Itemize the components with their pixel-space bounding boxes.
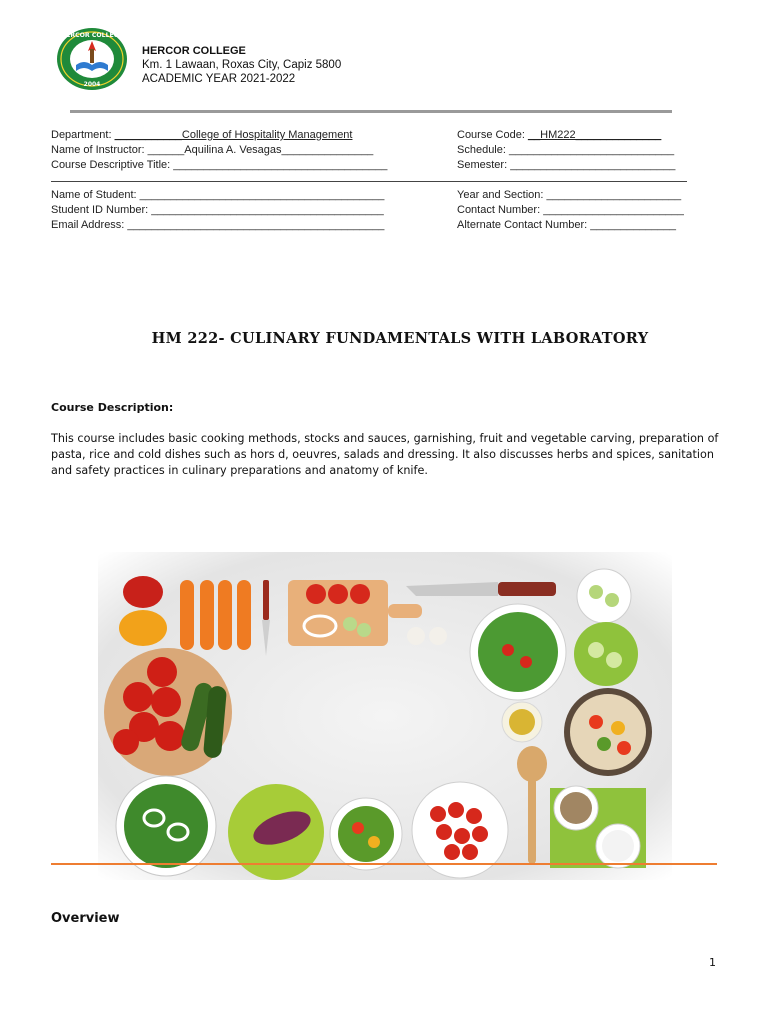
schedule-row: [457, 143, 675, 158]
page-number: 1: [709, 956, 716, 969]
schedule-label: Schedule:: [457, 144, 509, 156]
course-code-row: [457, 128, 675, 143]
course-descriptive-title-field[interactable]: ___________________________________: [173, 159, 388, 171]
instructor-field[interactable]: ______Aquilina A. Vesagas_______________: [147, 144, 374, 156]
course-info-right: [457, 128, 675, 173]
alt-contact-number-field[interactable]: ______________: [590, 219, 676, 231]
schedule-field[interactable]: ___________________________: [508, 144, 675, 156]
student-info-left: [51, 188, 384, 233]
svg-text:HERCOR COLLEGE: HERCOR COLLEGE: [60, 32, 124, 39]
student-id-row: [51, 203, 384, 218]
department-field[interactable]: ___________College of Hospitality Management: [114, 129, 353, 141]
department-label: Department:: [51, 129, 115, 141]
semester-row: [457, 158, 675, 173]
course-description-body: This course includes basic cooking methods, stocks and sauces, garnishing, fruit and vegetable carving, preparation of pasta, rice and cold dishes such as hors d, oeuvres, salads and dressing. It also discusses herbs and spices, sanitation and safety practices in culinary preparations and anatomy of knife.: [51, 432, 719, 477]
overview-heading: Overview: [51, 911, 120, 926]
instructor-label: Name of Instructor:: [51, 144, 148, 156]
student-id-field[interactable]: ______________________________________: [151, 204, 384, 216]
alt-contact-number-row: [457, 218, 684, 233]
student-name-field[interactable]: ________________________________________: [139, 189, 385, 201]
header-divider: [70, 110, 672, 113]
semester-label: Semester:: [457, 159, 511, 171]
course-descriptive-title-label: Course Descriptive Title:: [51, 159, 174, 171]
contact-number-row: [457, 203, 684, 218]
email-label: Email Address:: [51, 219, 128, 231]
course-description-heading: Course Description:: [51, 401, 174, 414]
college-address: Km. 1 Lawaan, Roxas City, Capiz 5800: [142, 59, 342, 71]
student-id-label: Student ID Number:: [51, 204, 152, 216]
college-header: [142, 44, 341, 86]
year-section-row: [457, 188, 684, 203]
email-field[interactable]: __________________________________________: [127, 219, 385, 231]
culinary-ingredients-image: [98, 552, 672, 880]
section-divider: [51, 863, 717, 865]
course-title: HM 222- CULINARY FUNDAMENTALS WITH LABORATORY: [151, 330, 649, 347]
academic-year: ACADEMIC YEAR 2021-2022: [142, 73, 296, 85]
course-code-label: Course Code:: [457, 129, 528, 141]
email-row: [51, 218, 384, 233]
course-descriptive-title-row: [51, 158, 387, 173]
year-section-label: Year and Section:: [457, 189, 547, 201]
contact-number-field[interactable]: _______________________: [543, 204, 684, 216]
student-name-label: Name of Student:: [51, 189, 140, 201]
contact-number-label: Contact Number:: [457, 204, 544, 216]
year-section-field[interactable]: ______________________: [546, 189, 682, 201]
semester-field[interactable]: ___________________________: [510, 159, 676, 171]
course-code-field[interactable]: __HM222______________: [527, 129, 662, 141]
instructor-row: [51, 143, 387, 158]
course-info-left: [51, 128, 387, 173]
hercor-college-logo: [56, 27, 128, 91]
alt-contact-number-label: Alternate Contact Number:: [457, 219, 591, 231]
student-info-right: [457, 188, 684, 233]
college-name: HERCOR COLLEGE: [142, 45, 246, 57]
svg-text:2004: 2004: [83, 81, 101, 88]
form-divider: [51, 181, 687, 182]
department-row: [51, 128, 387, 143]
student-name-row: [51, 188, 384, 203]
